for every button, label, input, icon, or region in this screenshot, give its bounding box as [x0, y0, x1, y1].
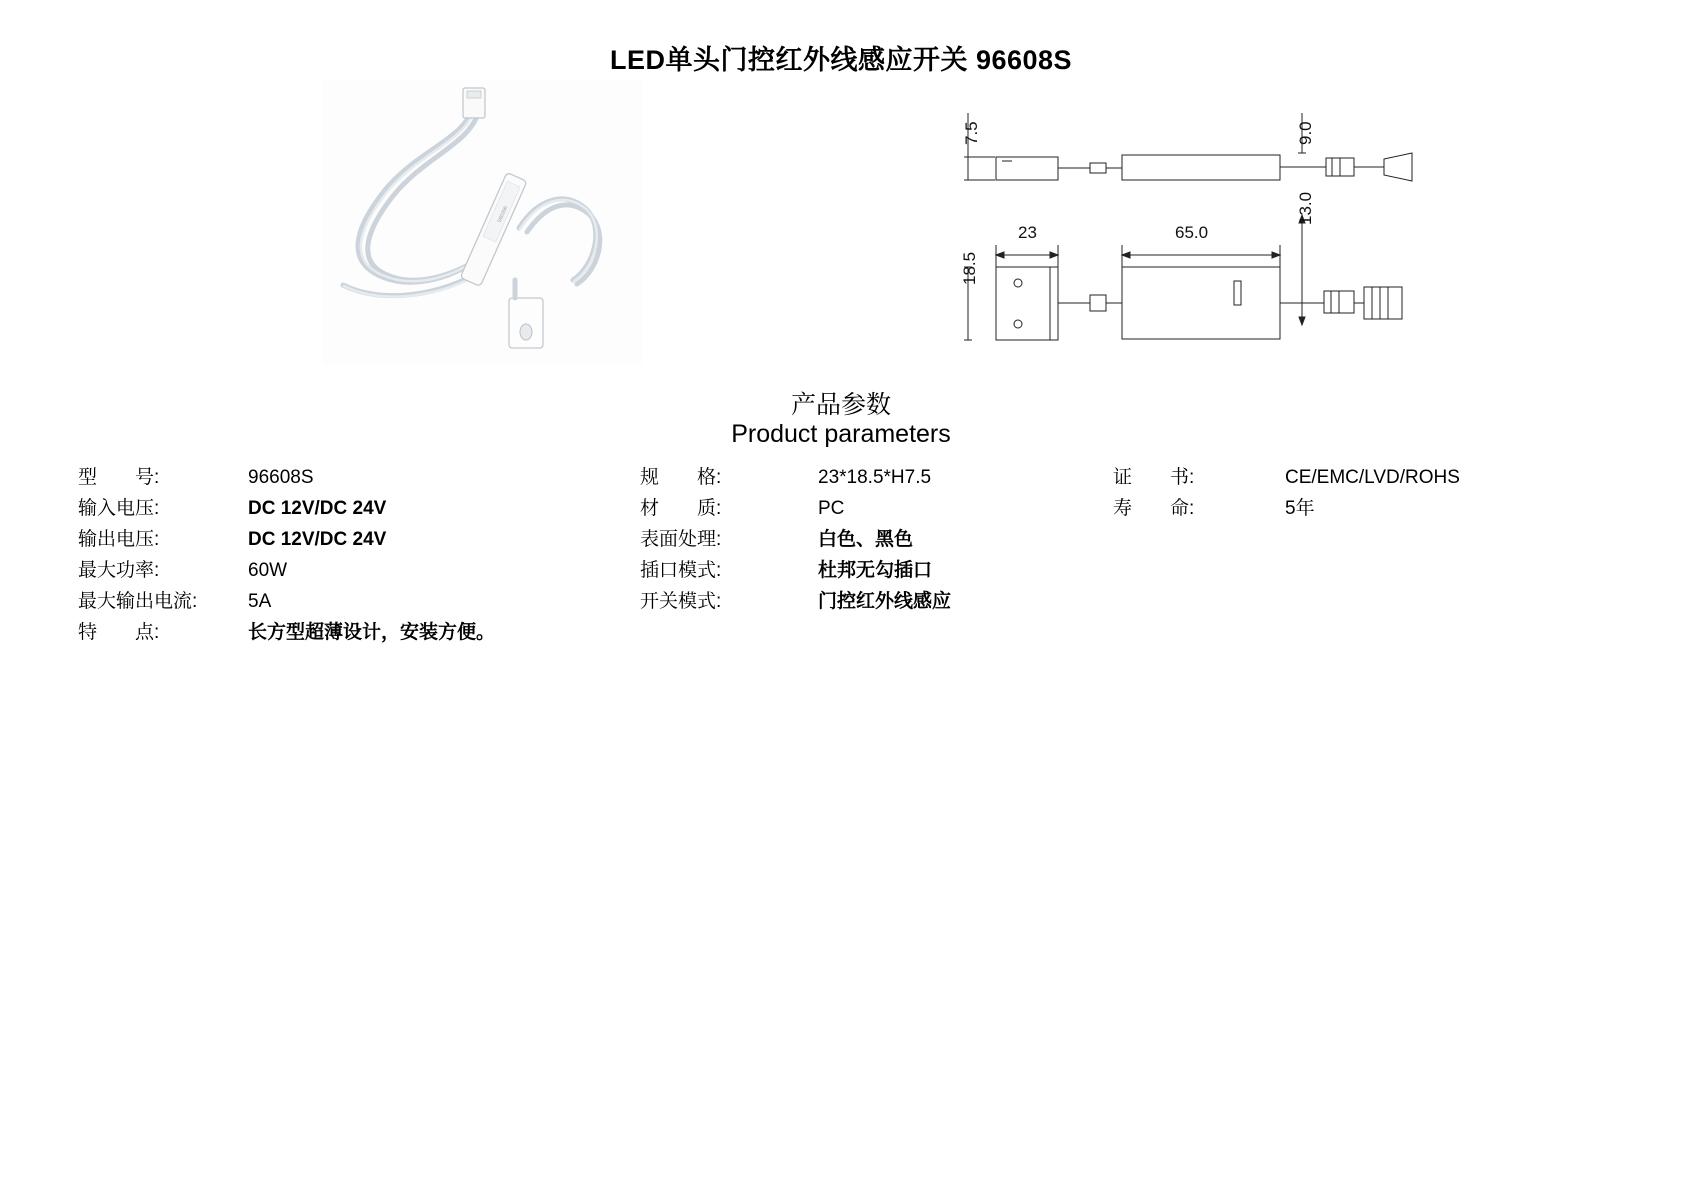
param-label: 证 书:: [1113, 467, 1195, 488]
page-title: LED单头门控红外线感应开关 96608S: [609, 45, 1073, 75]
param-row: [1113, 493, 1583, 524]
param-value: DC 12V/DC 24V: [248, 529, 387, 550]
svg-text:96608S: 96608S: [495, 204, 508, 223]
param-value: 96608S: [248, 467, 314, 488]
param-label: 输出电压:: [78, 529, 160, 550]
param-row: [78, 586, 578, 617]
param-label: 输入电压:: [78, 498, 160, 519]
param-label: 最大功率:: [78, 560, 160, 581]
param-label: 规 格:: [640, 467, 722, 488]
param-row: [78, 493, 578, 524]
param-label: 特 点:: [78, 622, 160, 643]
parameters-column-2: [640, 462, 1110, 617]
product-photo: [323, 80, 643, 365]
param-label: 型 号:: [78, 467, 160, 488]
param-row: [78, 617, 578, 648]
dim-13-0: 13.0: [1296, 191, 1315, 225]
parameters-column-1: [78, 462, 578, 648]
param-row: [78, 462, 578, 493]
param-value: 60W: [248, 560, 288, 581]
param-row: [1113, 462, 1583, 493]
param-value: 5A: [248, 591, 272, 612]
dim-7-5: 7.5: [962, 121, 981, 145]
dim-18-5: 18.5: [960, 251, 979, 285]
param-row: [78, 524, 578, 555]
parameters-heading-en: Product parameters: [731, 420, 951, 448]
param-value: 23*18.5*H7.5: [818, 467, 932, 488]
dim-9-0: 9.0: [1296, 121, 1315, 145]
param-row: [640, 462, 1110, 493]
param-value: 杜邦无勾插口: [818, 560, 933, 581]
param-row: [640, 586, 1110, 617]
param-label: 开关模式:: [640, 591, 722, 612]
param-row: [640, 555, 1110, 586]
param-value: DC 12V/DC 24V: [248, 498, 387, 519]
param-value: 门控红外线感应: [818, 591, 952, 612]
param-value: 长方型超薄设计，安装方便。: [248, 622, 496, 643]
param-value: CE/EMC/LVD/ROHS: [1285, 467, 1460, 488]
param-label: 插口模式:: [640, 560, 722, 581]
dim-23: 23: [1018, 223, 1037, 242]
product-photo-illustration: [323, 80, 643, 365]
parameters-column-3: [1113, 462, 1583, 524]
dim-65-0: 65.0: [1175, 223, 1209, 242]
param-value: 5年: [1285, 498, 1315, 519]
technical-drawing: [940, 95, 1480, 370]
param-label: 表面处理:: [640, 529, 722, 550]
parameters-heading-cn: 产品参数: [790, 392, 891, 419]
param-label: 最大输出电流:: [78, 591, 198, 612]
param-label: 寿 命:: [1113, 498, 1195, 519]
param-label: 材 质:: [640, 498, 722, 519]
param-row: [640, 493, 1110, 524]
param-row: [640, 524, 1110, 555]
param-row: [78, 555, 578, 586]
param-value: PC: [818, 498, 845, 519]
param-value: 白色、黑色: [818, 529, 914, 550]
